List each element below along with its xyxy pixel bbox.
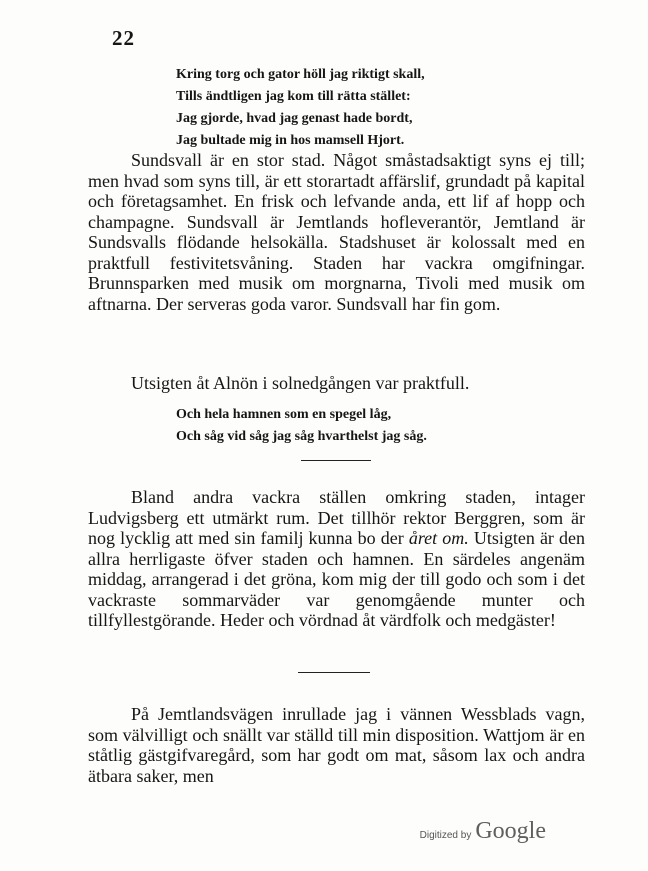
verse-line: Kring torg och gator höll jag riktigt skall, — [176, 67, 425, 82]
verse-line: Och hela hamnen som en spegel låg, — [176, 407, 392, 422]
section-divider — [301, 460, 371, 461]
paragraph-text: Utsigten är den allra herrligaste öfver staden och hamnen. En särdeles angenäm middag, arrangerad i det gröna, kom mig der till godo och som i det vackraste sommarväder var genomgående munter och tillfyllestgörande. Heder och vördnad åt värdfolk och medgäster! — [88, 528, 586, 630]
paragraph-utsigten: Utsigten åt Alnön i solnedgången var praktfull. — [131, 373, 470, 393]
verse-line: Och såg vid såg jag såg hvarthelst jag såg. — [176, 429, 427, 444]
paragraph-text: Bland andra vackra ställen omkring staden, intager Ludvigsberg ett utmärkt rum. Det tillhör rektor Berggren, som är nog lycklig att med sin familj kunna bo der — [88, 487, 585, 548]
paragraph-italic-text: året om. — [408, 528, 469, 548]
digitized-by-footer — [420, 818, 546, 845]
google-logo: Google — [475, 818, 546, 844]
digitized-by-label: Digitized by — [419, 830, 472, 841]
verse-stanza — [176, 64, 425, 152]
paragraph-ludvigsberg — [88, 487, 585, 631]
paragraph-sundsvall: Sundsvall är en stor stad. Något småstadsaktigt syns ej till; men hvad som syns till, är ett storartadt affärslif, grundadt på kapital och företagsamhet. En frisk och lefvande anda, ett lif af hopp och champagne. Sundsvall är Jemtlands hofleverantör, Jemtland är Sundsvalls flödande helsokälla. Stadshuset är kolossalt med en praktfull festivitetsvåning. Staden har vackra omgifningar. Brunnsparken med musik om morgnarna, Tivoli med musik om aftnarna. Der serveras goda varor. Sundsvall har fin gom. — [88, 150, 585, 314]
verse-line: Tills ändtligen jag kom till rätta stället: — [176, 89, 411, 104]
page-number: 22 — [112, 26, 135, 50]
verse-stanza-hamnen — [176, 404, 427, 448]
verse-line: Jag gjorde, hvad jag genast hade bordt, — [176, 111, 413, 126]
paragraph-jemtlandsvagen: På Jemtlandsvägen inrullade jag i vännen Wessblads vagn, som välvilligt och snällt var ställd till min disposition. Wattjom är en ståtlig gästgifvaregård, som har godt om mat, såsom lax och andra ätbara saker, men — [88, 704, 585, 786]
section-divider — [298, 672, 370, 673]
verse-line: Jag bultade mig in hos mamsell Hjort. — [176, 133, 405, 148]
